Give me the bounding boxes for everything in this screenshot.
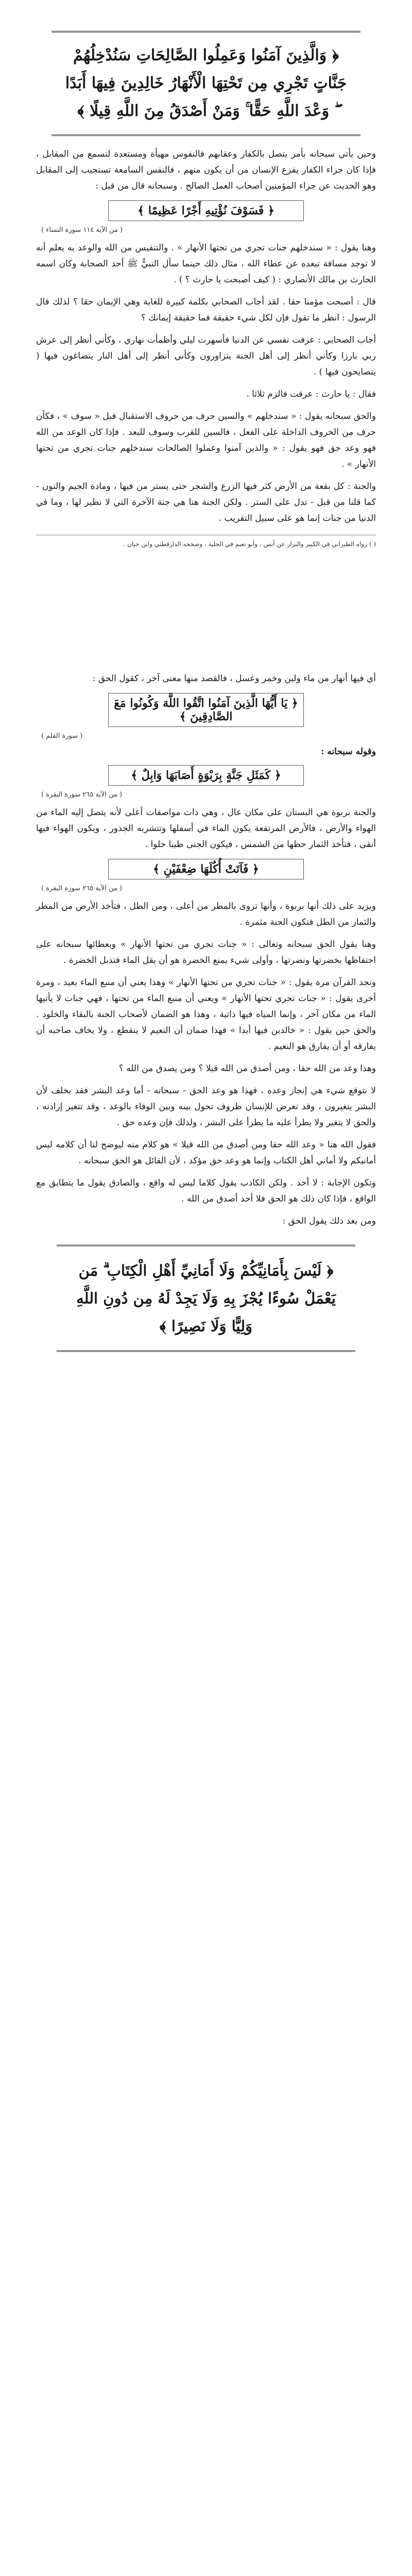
paragraph: فقول الله هنا « وعد الله حقا ومن أصدق من الله قيلا » هو كلام منه ليوضح لنا أن كلامه ليس أمانيكم ولا أماني أهل الكتاب وإنما هو وعد حق مؤكد ، لأن القائل هو الحق سبحانه . (36, 1140, 376, 1166)
top-verse-box (52, 31, 360, 136)
paragraph: والجنة : كل بقعة من الأرض كثر فيها الزرع والشجر حتى يستر من فيها ، ومادة الجيم والنون - كما قلنا من قبل - تدل على الستر . ولكن الجنة هنا هي جنة الآخرة التي لا نظير لها ، وما في الدنيا من جنات إنما هو على سبيل التقريب . (36, 481, 376, 523)
paragraph: وهنا يقول الحق سبحانه وتعالى : « جنات تجري من تحتها الأنهار » وبعطائها سبحانه على احتفاظها بخضرتها ونضرتها ، وأولى شيء يمنع الخضرة هو أن يقل الماء فتذبل الخضرة . (36, 939, 376, 965)
paragraph: فقال : يا حارث : عرفت فالزم ثلاثا . (246, 389, 376, 399)
paragraph: قال : أصبحت مؤمنا حقا . لقد أجاب الصحابي بكلمة كبيرة للغاية وهي الإيمان حقا ؟ لذلك قال الرسول : انظر ما تقول فإن لكل شيء حقيقة فما حقيقة إيمانك ؟ (36, 297, 376, 323)
paragraph: أجاب الصحابي : عزفت نفسي عن الدنيا فأسهرت ليلي وأظمأت نهاري ، وكأني أنظر إلى عرش ربي بارزا وكأني أنظر إلى أهل الجنة يتزاورون وكأني أنظر إلى أهل النار يتضاغون فيها ( يتصايحون فيها ) . (36, 335, 376, 377)
page-one (31, 21, 381, 613)
top-verse-text: ﴿ وَالَّذِينَ آمَنُوا وَعَمِلُوا الصَّالِحَاتِ سَنُدْخِلُهُمْ جَنَّاتٍ تَجْرِي مِن تَحْتِهَا الْأَنْهَارُ خَالِدِينَ فِيهَا أَبَدًا ۖ وَعْدَ اللَّهِ حَقًّا ۚ وَمَنْ أَصْدَقُ مِنَ اللَّهِ قِيلًا ﴾ (65, 46, 347, 120)
inline-verse: ﴿ فَسَوْفَ نُؤْتِيهِ أَجْرًا عَظِيمًا ﴾ (108, 200, 304, 221)
inline-verse: ﴿ فَآتَتْ أُكُلَهَا ضِعْفَيْنِ ﴾ (108, 859, 304, 879)
paragraph: وهذا وعد من الله حقا ، ومن أصدق من الله قيلا ؟ ومن يصدق من الله ؟ (118, 1063, 376, 1074)
section-label: وقوله سبحانه : (321, 747, 376, 757)
footnote: ( ) رواه الطبراني في الكبير والبزار عن أنس ، وأبو نعيم في الحلية ، وصححه الدارقطني وابن حبان . (36, 535, 376, 550)
paragraph: وهنا يقول : « سندخلهم جنات تجري من تحتها الأنهار » . والتنفيس من الله والوعد به يعلم أنه لا توجد مسافة تبعده عن عطاء الله ، مثال ذلك حينما سأل النبيُّ ﷺ أحد الصحابة وكان اسمه الحارث بن مالك الأنصاري : ( كيف أصبحت يا حارث ؟ ) . (36, 243, 376, 285)
verse-reference: ( من الآية ٢٦٥ سورة البقرة ) (41, 791, 123, 799)
closing-verse-box (57, 1245, 355, 1352)
paragraph: أي فيها أنهار من ماء ولبن وخمر وعسل ، فالقصد منها معنى آخر ، كقول الحق : (92, 673, 376, 684)
paragraph: ويزيد على ذلك أنها بربوة ، وأنها تروى بالمطر من أعلى ، ومن الطل ، فتأخذ الأرض من المطر والثمار من الطل فتكون الجنة مثمرة . (36, 901, 376, 927)
closing-verse-text: ﴿ لَيْسَ بِأَمَانِيِّكُمْ وَلَا أَمَانِيِّ أَهْلِ الْكِتَابِ ۗ مَن يَعْمَلْ سُوءًا يُجْزَ بِهِ وَلَا يَجِدْ لَهُ مِن دُونِ اللَّهِ وَلِيًّا وَلَا نَصِيرًا ﴾ (76, 1262, 336, 1335)
page-two (31, 665, 381, 1386)
verse-reference: ( من الآية ٢٦٥ سورة البقرة ) (41, 885, 123, 892)
paragraph: والجنة بربوة هي البستان على مكان عال ، وهي ذات مواصفات أعلى لأنه يتصل إليه الماء من الهواء والأرض ، فالأرض المرتفعة يكون الماء في أسفلها وتتشربه الجذور ، ويكون الهواء فيها أنقى ، فتأخذ الثمار حظها من الشمس ، فيكون الجنى طيبا حلوا . (36, 807, 376, 850)
inline-verse: ﴿ يَا أَيُّهَا الَّذِينَ آمَنُوا اتَّقُوا اللَّهَ وَكُونُوا مَعَ الصَّادِقِينَ ﴾ (108, 693, 304, 727)
paragraph: وتكون الإجابة : لا أحد . ولكن الكاذب يقول كلاما ليس له واقع ، والصادق يقول ما يتطابق مع الواقع ، فإذا كان ذلك هو الحق فلا أحد أصدق من الله . (36, 1178, 376, 1204)
paragraph: لا نتوقع شيء هي إنجاز وعده ، فهذا هو وعد الحق - سبحانه - أما وعد البشر فقد يخلف لأن البشر يتغيرون ، وقد تعرض للإنسان ظروف تحول بينه وبين الوفاء بالوعد ، وقد تتغير إرادته ، والحق لا يتغير ولا يطرأ عليه ما يطرأ على البشر ، ولذلك فإن وعده حق . (36, 1086, 376, 1128)
paragraph: ونجد القرآن مرة يقول : « جنات تجري من تحتها الأنهار » وهذا يعني أن منبع الماء بعيد ، ومرة أخرى يقول : « جنات تجري تحتها الأنهار » ويعني أن منبع الماء من تحتها ، فهي جنات لا يأتيها الماء من مكان آخر ، وإنما المياه فيها ذاتية ، وهذا هو الضمان لأصحاب الجنة بالبقاء والخلود . والحق حين يقول : « خالدين فيها أبدا » فهذا ضمان أن النعيم لا ينقطع ، ولا يخاف صاحبه أن يفارقه أو أن يفارق هو النعيم . (36, 977, 376, 1052)
verse-reference: ( من الآية ١١٤ سورة النساء ) (41, 226, 123, 234)
verse-reference: ( سورة القلم ) (41, 732, 83, 740)
paragraph: والحق سبحانه يقول : « سندخلهم » والسين حرف من حروف الاستقبال قبل « سوف » ، فكأن حرف من الحروف الداخلة على الفعل ، فالسين للقرب وسوف للبعد . فإذا كان الوعد من الله فهو وعد حق فهو يقول : « والذين آمنوا وعملوا الصالحات سندخلهم جنات تجري من تحتها الأنهار » . (36, 411, 376, 469)
paragraph: ومن بعد ذلك يقول الحق : (282, 1216, 376, 1226)
inline-verse: ﴿ كَمَثَلِ جَنَّةٍ بِرَبْوَةٍ أَصَابَهَا وَابِلٌ ﴾ (108, 765, 304, 786)
paragraph: وحين يأتي سبحانه بأمر يتصل بالكفار وعقابهم فالنفوس مهيأة ومستعدة لتسمع من المقابل ، فإذا كان جزاء الكفار يفزع الإنسان من أن يكون منهم ، فالنفس السامعة تستجيب إلى المقابل وهو الحديث عن جزاء المؤمنين أصحاب العمل الصالح . وسبحانه قال من قبل : (36, 149, 376, 191)
